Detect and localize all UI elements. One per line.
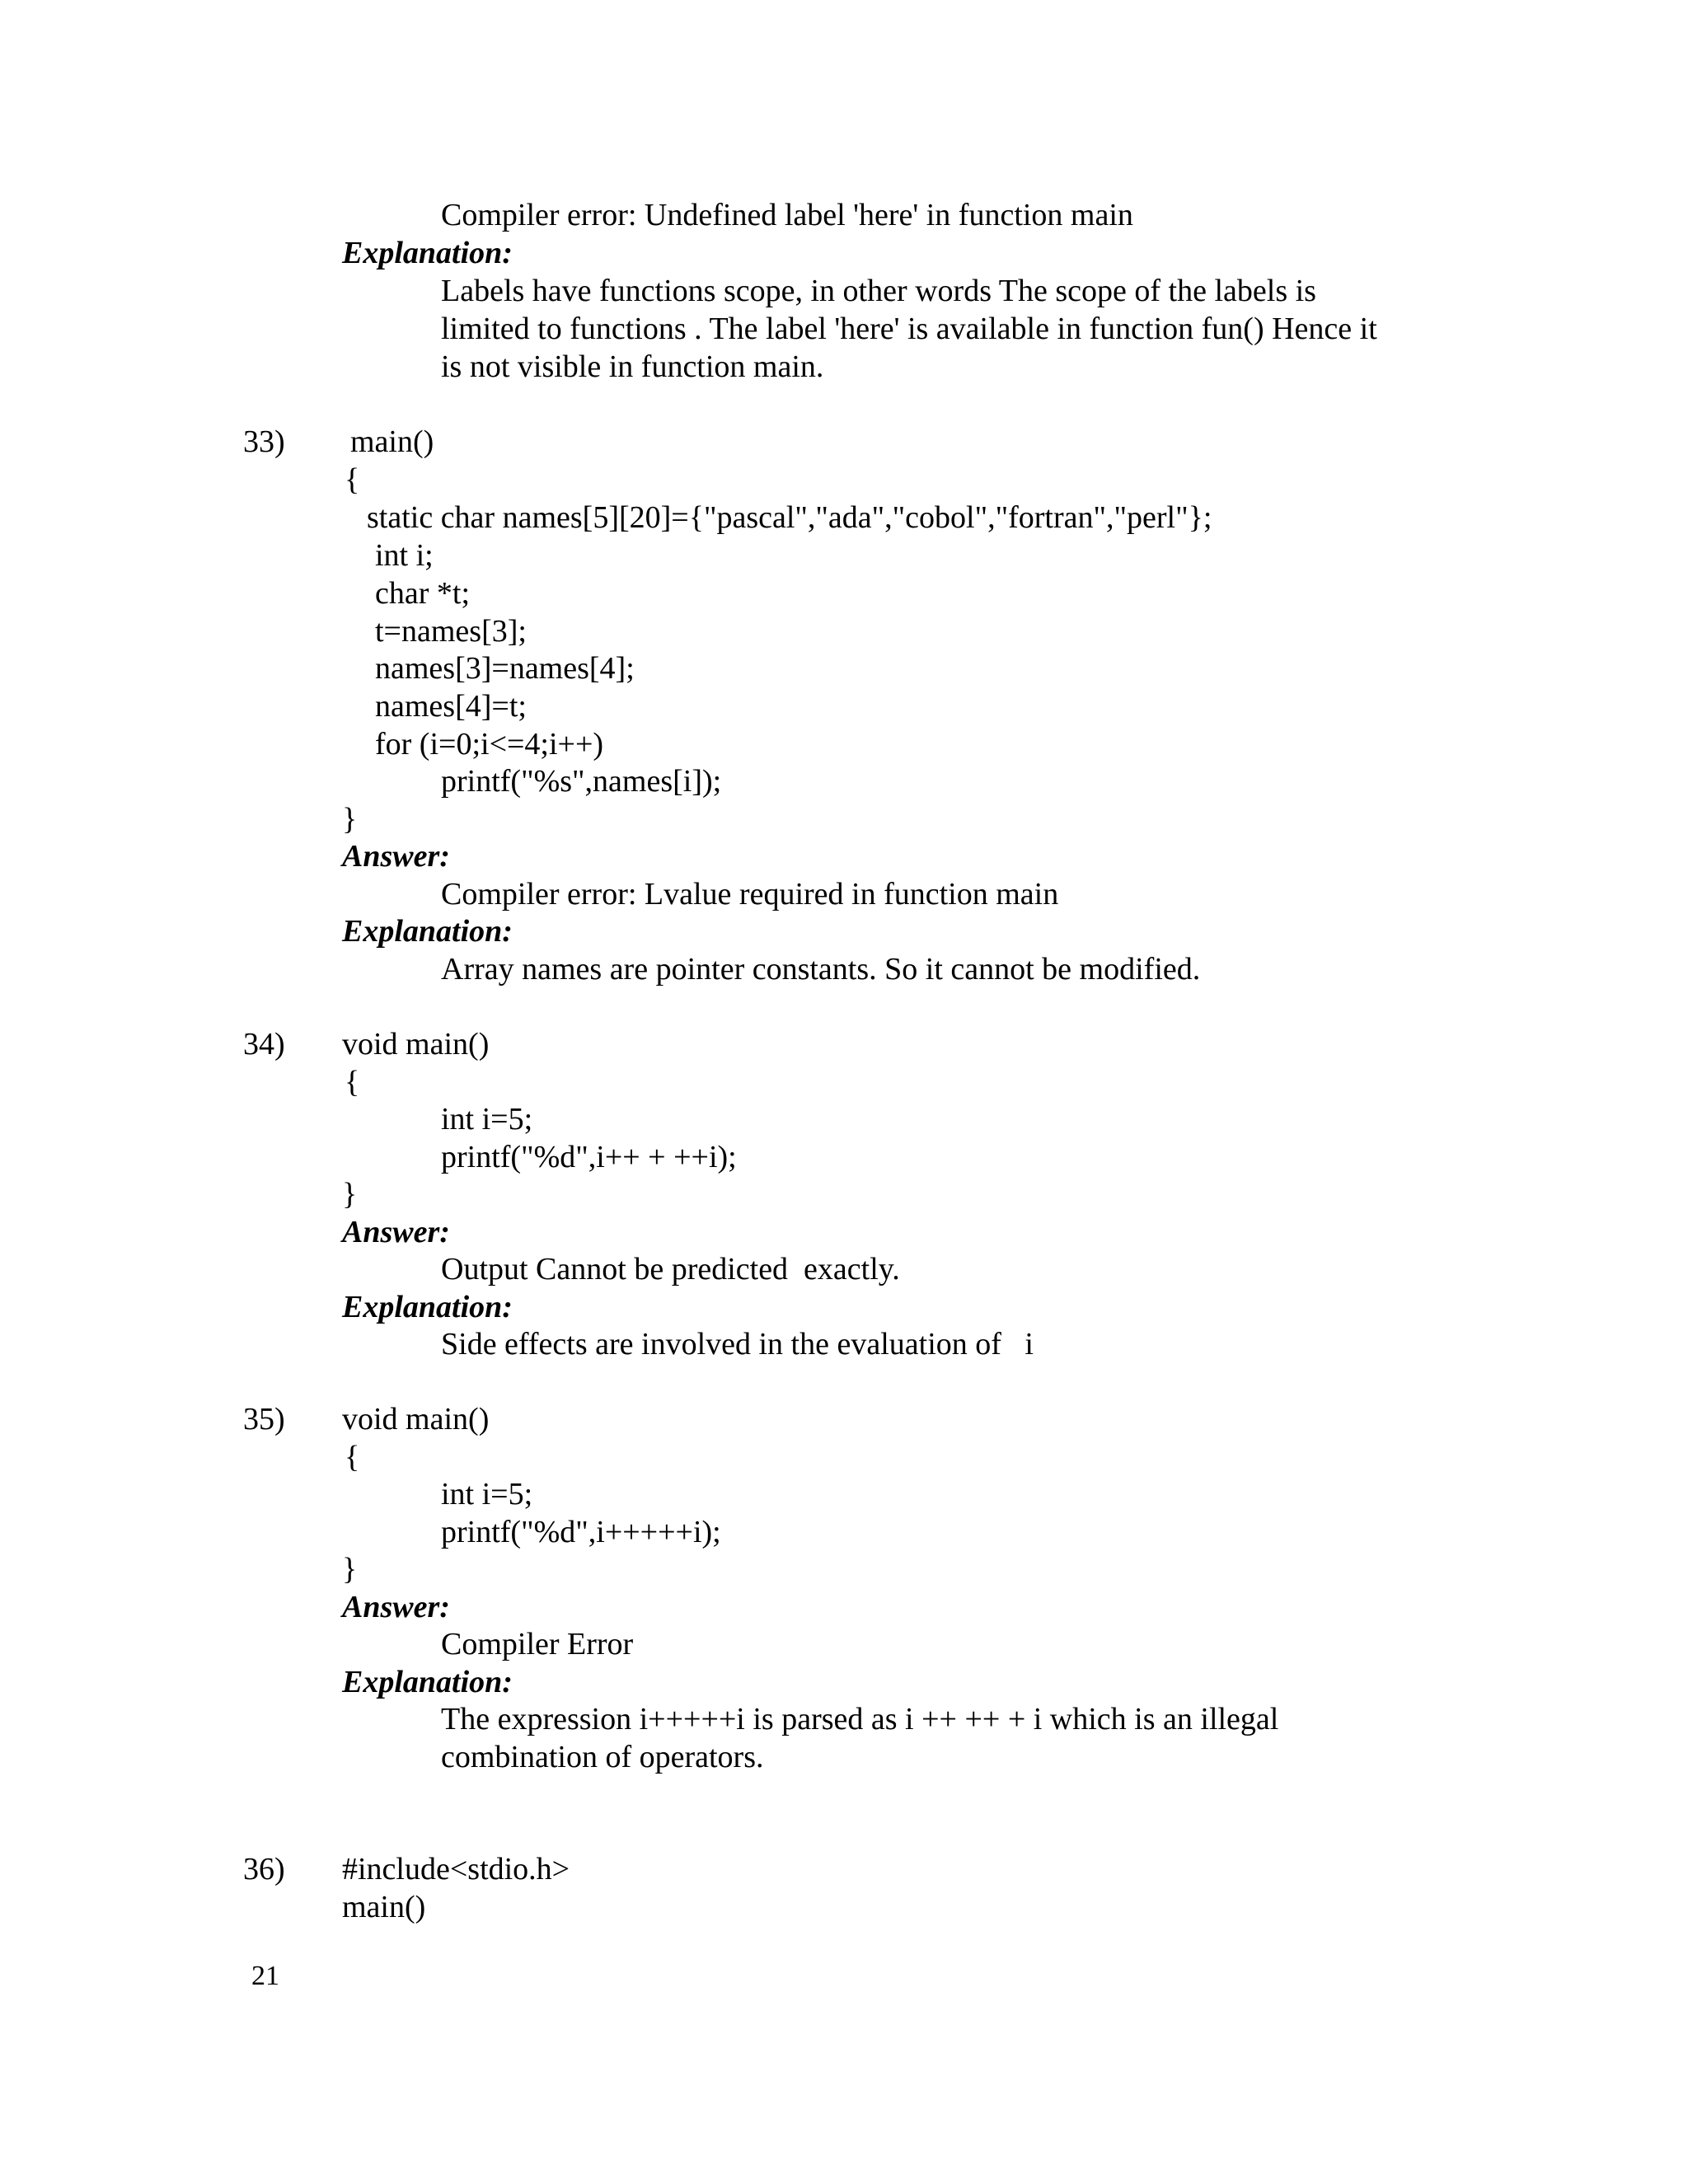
answer-label: Answer: bbox=[342, 1215, 450, 1249]
code-line: int i=5; bbox=[441, 1477, 533, 1511]
code-line: { bbox=[345, 1065, 360, 1099]
code-line: names[3]=names[4]; bbox=[375, 651, 635, 686]
answer-text: Output Cannot be predicted exactly. bbox=[441, 1252, 900, 1286]
code-line: } bbox=[342, 802, 358, 837]
page-number: 21 bbox=[251, 1961, 279, 1991]
code-line: main() bbox=[350, 424, 434, 459]
question-number: 34) bbox=[243, 1027, 285, 1062]
answer-text: Compiler error: Lvalue required in function main bbox=[441, 877, 1059, 912]
code-line: printf("%d",i++ + ++i); bbox=[441, 1140, 737, 1174]
explanation-line: Labels have functions scope, in other words The scope of the labels is bbox=[441, 274, 1316, 308]
code-line: { bbox=[345, 462, 360, 497]
code-line: static char names[5][20]={"pascal","ada","cobol","fortran","perl"}; bbox=[367, 500, 1212, 535]
code-line: t=names[3]; bbox=[375, 614, 527, 649]
code-line: void main() bbox=[342, 1027, 490, 1062]
question-number: 36) bbox=[243, 1852, 285, 1886]
answer-text: Compiler Error bbox=[441, 1627, 634, 1661]
explanation-line: is not visible in function main. bbox=[441, 349, 824, 384]
explanation-label: Explanation: bbox=[342, 1665, 513, 1699]
answer-label: Answer: bbox=[342, 1590, 450, 1624]
code-line: } bbox=[342, 1552, 358, 1586]
question-number: 33) bbox=[243, 424, 285, 459]
explanation-line: The expression i+++++i is parsed as i ++ ++ + i which is an illegal bbox=[441, 1702, 1279, 1736]
code-line: void main() bbox=[342, 1402, 490, 1436]
answer-label: Answer: bbox=[342, 839, 450, 874]
explanation-line: Array names are pointer constants. So it cannot be modified. bbox=[441, 952, 1201, 987]
explanation-label: Explanation: bbox=[342, 1290, 513, 1324]
code-line: int i; bbox=[375, 538, 434, 573]
code-line: { bbox=[345, 1440, 360, 1474]
explanation-line: limited to functions . The label 'here' is available in function fun() Hence it bbox=[441, 312, 1377, 346]
code-line: names[4]=t; bbox=[375, 689, 527, 724]
explanation-label: Explanation: bbox=[342, 236, 513, 270]
code-line: #include<stdio.h> bbox=[342, 1852, 570, 1886]
explanation-line: combination of operators. bbox=[441, 1740, 764, 1774]
explanation-label: Explanation: bbox=[342, 914, 513, 949]
code-line: } bbox=[342, 1177, 358, 1212]
explanation-line: Side effects are involved in the evaluation of i bbox=[441, 1327, 1034, 1361]
code-line: char *t; bbox=[375, 576, 471, 611]
code-line: main() bbox=[342, 1890, 426, 1924]
code-line: printf("%d",i+++++i); bbox=[441, 1515, 721, 1549]
code-line: for (i=0;i<=4;i++) bbox=[375, 727, 604, 762]
code-line: printf("%s",names[i]); bbox=[441, 764, 722, 799]
code-line: int i=5; bbox=[441, 1102, 533, 1137]
answer-text: Compiler error: Undefined label 'here' in function main bbox=[441, 198, 1133, 232]
question-number: 35) bbox=[243, 1402, 285, 1436]
